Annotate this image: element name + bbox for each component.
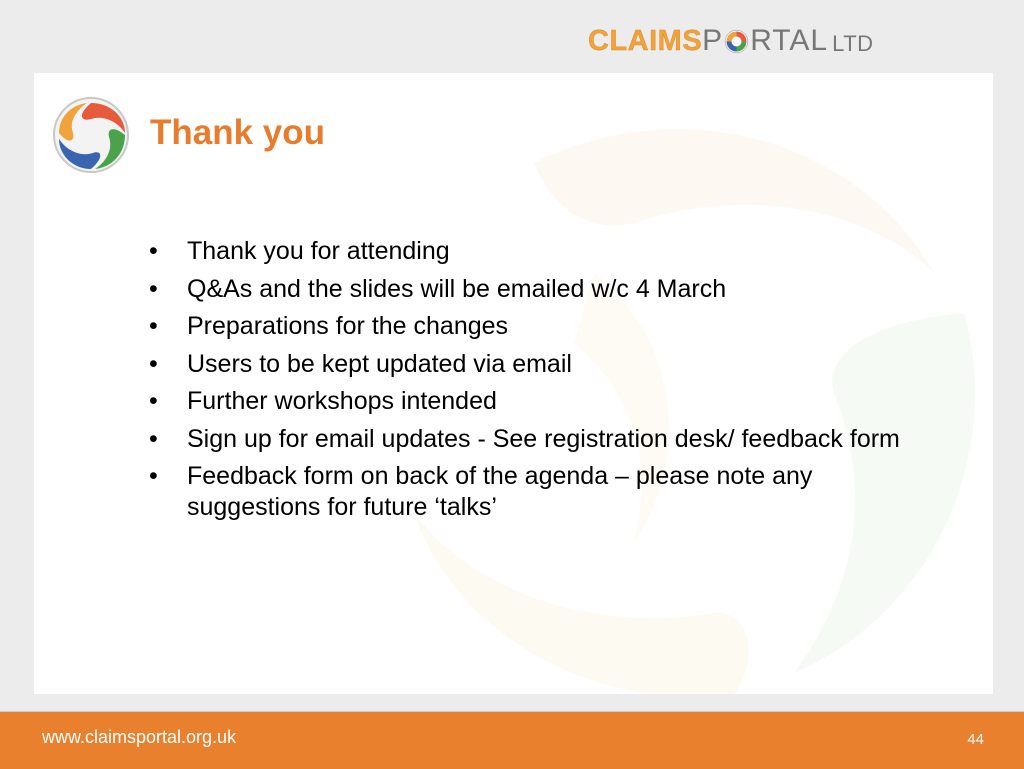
page-number: 44 [967, 731, 984, 748]
bullet-mark: • [149, 274, 158, 303]
bullet-item [144, 236, 944, 267]
footer-bar [0, 711, 1024, 769]
bullet-mark: • [149, 312, 158, 340]
bullet-mark: • [149, 237, 158, 265]
bullet-item [144, 349, 944, 380]
brand-ltd-text: LTD [832, 31, 874, 56]
slide-title: Thank you [150, 113, 326, 152]
swirl-logo-icon [724, 29, 749, 54]
bullet-item [144, 274, 944, 305]
slide-content [34, 73, 993, 694]
bullet-text: Thank you for attending [187, 237, 450, 265]
bullet-text: Sign up for email updates - See registration desk/ feedback form [187, 424, 900, 453]
bullet-mark: • [149, 424, 158, 453]
bullet-item [144, 424, 944, 455]
bullet-item [144, 311, 944, 342]
bullet-text: Further workshops intended [187, 387, 497, 415]
brand-portal-text [702, 24, 828, 58]
claims-portal-brand [588, 24, 998, 58]
bullet-mark: • [149, 387, 158, 415]
bullet-list [144, 236, 944, 530]
brand-portal-p: P [702, 24, 724, 57]
website-link[interactable]: www.claimsportal.org.uk [42, 727, 237, 747]
bullet-text: Q&As and the slides will be emailed w/c 4 March [187, 274, 727, 303]
bullet-item [144, 386, 944, 417]
bullet-item [144, 461, 944, 523]
claims-portal-swirl-logo-icon [51, 95, 131, 175]
bullet-text: Users to be kept updated via email [187, 349, 572, 378]
bullet-mark: • [149, 462, 158, 490]
bullet-mark: • [149, 349, 158, 378]
brand-claims-text: CLAIMS [588, 24, 703, 57]
bullet-text: Feedback form on back of the agenda – please note any suggestions for future ‘talks’ [187, 462, 813, 521]
brand-portal-rest: RTAL [750, 24, 829, 57]
bullet-text: Preparations for the changes [187, 312, 509, 340]
